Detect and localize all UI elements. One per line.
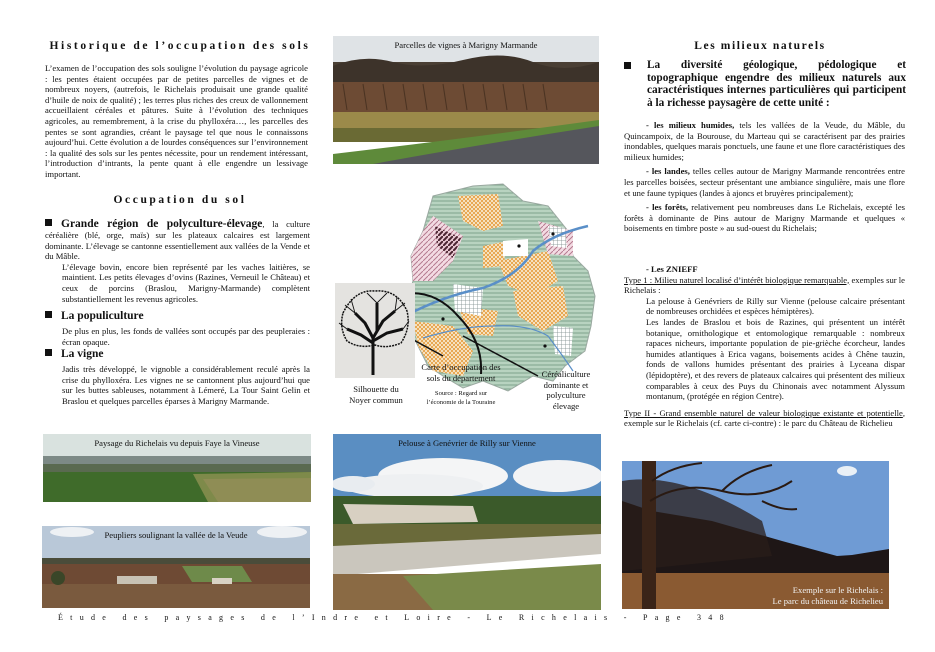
type1-title: Type 1 : Milieu naturel localisé d’intérêt biologique remarquable,: [624, 274, 850, 285]
milieu-item-forets: [624, 202, 905, 234]
occupation-bullet-3: [45, 344, 310, 406]
milieux-list: [624, 120, 905, 234]
photo-caption: Pelouse à Genévrier de Rilly sur Vienne: [398, 438, 536, 448]
photo-caption: [773, 585, 883, 606]
item-text: relativement peu nombreuses dans Le Richelais, excepté les forêts à dominante de Pins autour de Marigny Marmande et quelques « boisements en timbre poste » au sud-ouest du Richelais;: [624, 202, 905, 234]
photo-caption-line: Exemple sur le Richelais :: [792, 585, 883, 595]
milieu-item-landes: [624, 166, 905, 198]
vineyard-photo-graphic: [333, 36, 599, 164]
item-text: telles celles autour de Marigny Marmande rencontrées entre les parcelles boisées, secteur présentant une ambiance singulière, mais une flore et une faune typiques (landes à ajoncs et bruyères principalement);: [624, 166, 905, 198]
land-use-map-figure: [333, 176, 603, 416]
map-caption: [411, 362, 511, 383]
legend-line: dominante et: [543, 379, 589, 390]
landscape-photo-graphic: [333, 434, 601, 610]
bullet-text: Jadis très développé, le vignoble a considérablement reculé après la crise du phylloxéra. Les vignes ne se cantonnent plus aujourd’hui que sur les buttes sableuses, notamment à Lémeré, La Tour Saint Gelin et Braslou et quelques parcelles éparses à Marigny Marmande.: [62, 364, 310, 406]
milieux-title: Les milieux naturels: [694, 40, 826, 52]
square-bullet-icon: [45, 311, 52, 318]
occupation-bullet-1: [45, 218, 310, 304]
type2-heading: [624, 408, 905, 429]
bullet-text: , la culture céréalière (blé, orge, maïs) sur les plateaux calcaires est largement dominante. L’élevage se cantonne essentiellement aux vallées de la Vende et du Mâble.: [45, 219, 311, 262]
legend-line: élevage: [552, 400, 580, 411]
item-label: - les milieux humides,: [646, 120, 735, 130]
milieux-intro: [624, 59, 906, 109]
map-source: [411, 390, 511, 407]
photo-vignes-marigny: [333, 36, 599, 164]
type1-heading: [624, 275, 905, 296]
type1-example-2: Les landes de Braslou et bois de Razines, qui présentent un intérêt botanique, ornithologique et entomologique remarquable : nombreux rapaces nicheurs, importante population de pie-grièche écorcheur, landes humides atlantiques à Erica vagans, boisements acides à Chêne tauzin, fonds de vallons humides présentant des prairies à Lyceana dispar (lépidoptère), et des revers de plateaux calcaires qui présentent des milieux comparables à ceux des Puys du Chinonais avec notamment Alyssum montanum, (protégée en région Centre).: [646, 316, 905, 402]
znieff-section: [624, 264, 905, 429]
photo-caption-line: Le parc du château de Richelieu: [772, 595, 883, 606]
item-label: - les forêts,: [646, 202, 689, 213]
occupation-bullet-2: [45, 306, 310, 347]
tree-caption-line: Silhouette du: [353, 384, 399, 394]
tree-caption: [333, 384, 419, 405]
bullet-heading: La populiculture: [61, 310, 144, 322]
map-legend-cereal: [529, 369, 603, 411]
tree-icon: [335, 283, 415, 378]
map-source-line: l’économie de la Touraine: [426, 398, 496, 406]
history-paragraph: L’examen de l’occupation des sols souligne l’évolution du paysage agricole : les pentes étaient occupées par de petites parcelles de vignes et de nombreux noyers, (autrefois, le Richelais produisait une grande qualité d’huile de noix de qualité) ; les terres plus riches des creux de vallonnement accueillaient céréales et pâtures. Suite à l’évolution des techniques agricoles, au remembrement, à la crise du phylloxéra…, les parcelles des pentes se sont agrandies, créant le paysage tel que nous le connaissons aujourd’hui. Cette évolution a de lourdes conséquences sur l’environnement : la qualité des sols sur les pentes nécessite, pour un rendement intéressant, l’introduction d’intrants, la pente quant à elle engendre un lessivage important.: [45, 63, 308, 179]
bullet-heading: Grande région de polyculture-élevage: [61, 218, 263, 230]
tree-caption-line: Noyer commun: [349, 394, 403, 405]
item-text: tels les vallées de la Veude, du Mâble, du Quincampoix, de la Bourouse, du Marteau qui se caractérisent par des prairies inondables, quelques marais ponctuels, une faune et une flore caractéristiques des milieux humides;: [624, 120, 906, 162]
photo-parc-richelieu: [622, 461, 889, 609]
legend-line: polyculture: [546, 390, 586, 400]
bullet-heading: La vigne: [61, 348, 104, 360]
page-footer: Étude des paysages de l’Indre et Loire - Le Richelais - Page 348: [58, 613, 731, 622]
bullet-text: De plus en plus, les fonds de vallées sont occupés par des peupleraies : écran opaque.: [62, 326, 310, 347]
occupation-title: Occupation du sol: [113, 194, 247, 206]
type2-after: , exemple sur le Richelais (cf. carte ci-contre) : le parc du Château de Richelieu: [624, 407, 905, 429]
square-bullet-icon: [45, 219, 52, 226]
bullet-extra-text: L’élevage bovin, encore bien représenté par les vaches laitières, se maintient. Les petits élevages d’ovins (Razines, Verneuil le Château) et ceux de porcins (Braslou, Marigny-Marmande) complètent substantiellement les revenus agricoles.: [62, 261, 310, 304]
intro-text: La diversité géologique, pédologique et topographique engendre des milieux naturels aux caractéristiques internes particulières qui participent à la richesse paysagère de cette unité :: [647, 59, 906, 109]
type1-after: exemples sur le Richelais :: [624, 274, 905, 296]
walnut-tree-silhouette: [335, 283, 415, 378]
map-caption-line: Carte d’occupation des: [421, 362, 501, 372]
znieff-label: - Les ZNIEFF: [646, 264, 698, 274]
legend-line: Céréaliculture: [541, 369, 591, 379]
photo-faye-la-vineuse: [43, 434, 311, 502]
photo-caption: Peupliers soulignant la vallée de la Veude: [104, 530, 248, 540]
history-title: Historique de l’occupation des sols: [49, 40, 311, 52]
map-source-line: Source : Regard sur: [434, 390, 488, 397]
type2-title: Type II - Grand ensemble naturel de valeur biologique existante et potentielle: [624, 407, 903, 418]
photo-pelouse-rilly: [333, 434, 601, 610]
milieu-item-humides: [624, 120, 905, 162]
square-bullet-icon: [45, 349, 52, 356]
photo-vallee-veude: [42, 526, 310, 608]
item-label: - les landes,: [646, 166, 690, 177]
photo-caption: Paysage du Richelais vu depuis Faye la Vineuse: [94, 438, 260, 448]
type1-example-1: La pelouse à Genévriers de Rilly sur Vienne (pelouse calcaire présentant de nombreuses orchidées et espèces hémiptères).: [646, 295, 905, 317]
square-bullet-icon: [624, 62, 631, 69]
photo-caption: Parcelles de vignes à Marigny Marmande: [394, 40, 538, 50]
map-caption-line: sols du département: [426, 372, 496, 383]
